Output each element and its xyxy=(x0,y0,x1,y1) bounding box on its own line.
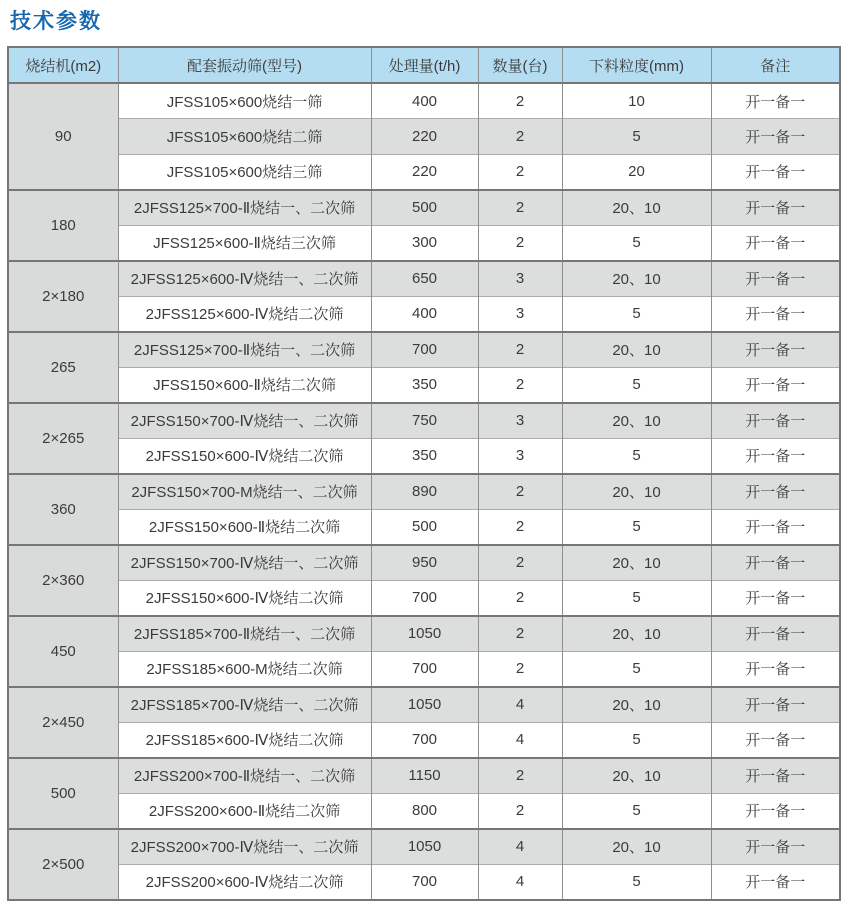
granularity-cell: 20、10 xyxy=(562,758,711,794)
table-row xyxy=(8,651,840,687)
granularity-cell: 5 xyxy=(562,864,711,900)
model-cell: 2JFSS185×700-Ⅱ烧结一、二次筛 xyxy=(118,616,371,652)
granularity-cell: 5 xyxy=(562,651,711,687)
machine-cell: 2×500 xyxy=(8,829,118,900)
quantity-cell: 2 xyxy=(478,83,562,119)
quantity-cell: 4 xyxy=(478,722,562,758)
quantity-cell: 2 xyxy=(478,225,562,261)
table-row xyxy=(8,545,840,581)
machine-cell: 180 xyxy=(8,190,118,261)
machine-cell: 2×450 xyxy=(8,687,118,758)
table-row xyxy=(8,864,840,900)
granularity-cell: 5 xyxy=(562,438,711,474)
capacity-cell: 950 xyxy=(371,545,478,581)
model-cell: 2JFSS200×600-Ⅳ烧结二次筛 xyxy=(118,864,371,900)
table-row xyxy=(8,332,840,368)
quantity-cell: 2 xyxy=(478,474,562,510)
quantity-cell: 2 xyxy=(478,580,562,616)
table-row xyxy=(8,403,840,439)
machine-cell: 265 xyxy=(8,332,118,403)
quantity-cell: 4 xyxy=(478,687,562,723)
model-cell: 2JFSS125×700-Ⅱ烧结一、二次筛 xyxy=(118,332,371,368)
capacity-cell: 750 xyxy=(371,403,478,439)
model-cell: 2JFSS185×600-M烧结二次筛 xyxy=(118,651,371,687)
granularity-cell: 20、10 xyxy=(562,474,711,510)
granularity-cell: 5 xyxy=(562,580,711,616)
remark-cell: 开一备一 xyxy=(711,509,840,545)
model-cell: 2JFSS185×600-Ⅳ烧结二次筛 xyxy=(118,722,371,758)
model-cell: 2JFSS125×700-Ⅱ烧结一、二次筛 xyxy=(118,190,371,226)
remark-cell: 开一备一 xyxy=(711,545,840,581)
quantity-cell: 2 xyxy=(478,651,562,687)
granularity-cell: 20、10 xyxy=(562,332,711,368)
capacity-cell: 220 xyxy=(371,154,478,190)
granularity-cell: 20、10 xyxy=(562,545,711,581)
remark-cell: 开一备一 xyxy=(711,403,840,439)
quantity-cell: 3 xyxy=(478,261,562,297)
technical-parameters-table xyxy=(7,46,841,901)
column-header-model: 配套振动筛(型号) xyxy=(118,47,371,83)
remark-cell: 开一备一 xyxy=(711,580,840,616)
model-cell: 2JFSS125×600-Ⅳ烧结二次筛 xyxy=(118,296,371,332)
machine-cell: 90 xyxy=(8,83,118,190)
model-cell: 2JFSS200×700-Ⅳ烧结一、二次筛 xyxy=(118,829,371,865)
model-cell: 2JFSS200×600-Ⅱ烧结二次筛 xyxy=(118,793,371,829)
granularity-cell: 20 xyxy=(562,154,711,190)
granularity-cell: 20、10 xyxy=(562,403,711,439)
remark-cell: 开一备一 xyxy=(711,367,840,403)
machine-group xyxy=(8,829,840,900)
capacity-cell: 1050 xyxy=(371,687,478,723)
table-row xyxy=(8,687,840,723)
remark-cell: 开一备一 xyxy=(711,261,840,297)
remark-cell: 开一备一 xyxy=(711,651,840,687)
remark-cell: 开一备一 xyxy=(711,190,840,226)
granularity-cell: 20、10 xyxy=(562,829,711,865)
quantity-cell: 2 xyxy=(478,616,562,652)
table-row xyxy=(8,722,840,758)
granularity-cell: 5 xyxy=(562,296,711,332)
quantity-cell: 4 xyxy=(478,864,562,900)
granularity-cell: 20、10 xyxy=(562,616,711,652)
quantity-cell: 2 xyxy=(478,154,562,190)
remark-cell: 开一备一 xyxy=(711,119,840,155)
quantity-cell: 2 xyxy=(478,758,562,794)
table-row xyxy=(8,438,840,474)
capacity-cell: 400 xyxy=(371,296,478,332)
model-cell: 2JFSS150×600-Ⅱ烧结二次筛 xyxy=(118,509,371,545)
machine-group xyxy=(8,687,840,758)
table-row xyxy=(8,616,840,652)
model-cell: JFSS150×600-Ⅱ烧结二次筛 xyxy=(118,367,371,403)
granularity-cell: 5 xyxy=(562,509,711,545)
model-cell: JFSS105×600烧结一筛 xyxy=(118,83,371,119)
model-cell: 2JFSS150×600-Ⅳ烧结二次筛 xyxy=(118,438,371,474)
quantity-cell: 2 xyxy=(478,190,562,226)
capacity-cell: 700 xyxy=(371,332,478,368)
granularity-cell: 5 xyxy=(562,722,711,758)
table-row xyxy=(8,829,840,865)
column-header-machine: 烧结机(m2) xyxy=(8,47,118,83)
quantity-cell: 2 xyxy=(478,793,562,829)
remark-cell: 开一备一 xyxy=(711,332,840,368)
model-cell: 2JFSS150×700-Ⅳ烧结一、二次筛 xyxy=(118,545,371,581)
remark-cell: 开一备一 xyxy=(711,83,840,119)
remark-cell: 开一备一 xyxy=(711,154,840,190)
machine-group xyxy=(8,474,840,545)
capacity-cell: 650 xyxy=(371,261,478,297)
machine-group xyxy=(8,332,840,403)
model-cell: 2JFSS150×700-M烧结一、二次筛 xyxy=(118,474,371,510)
machine-cell: 450 xyxy=(8,616,118,687)
quantity-cell: 2 xyxy=(478,509,562,545)
table-row xyxy=(8,261,840,297)
capacity-cell: 800 xyxy=(371,793,478,829)
capacity-cell: 1050 xyxy=(371,829,478,865)
remark-cell: 开一备一 xyxy=(711,616,840,652)
granularity-cell: 5 xyxy=(562,793,711,829)
remark-cell: 开一备一 xyxy=(711,296,840,332)
remark-cell: 开一备一 xyxy=(711,758,840,794)
quantity-cell: 3 xyxy=(478,403,562,439)
table-row xyxy=(8,580,840,616)
granularity-cell: 20、10 xyxy=(562,687,711,723)
table-row xyxy=(8,154,840,190)
machine-cell: 500 xyxy=(8,758,118,829)
quantity-cell: 2 xyxy=(478,332,562,368)
table-row xyxy=(8,190,840,226)
machine-group xyxy=(8,83,840,190)
model-cell: JFSS105×600烧结二筛 xyxy=(118,119,371,155)
quantity-cell: 2 xyxy=(478,367,562,403)
capacity-cell: 220 xyxy=(371,119,478,155)
quantity-cell: 2 xyxy=(478,119,562,155)
table-row xyxy=(8,296,840,332)
capacity-cell: 350 xyxy=(371,367,478,403)
table-row xyxy=(8,509,840,545)
granularity-cell: 5 xyxy=(562,119,711,155)
capacity-cell: 500 xyxy=(371,509,478,545)
model-cell: 2JFSS200×700-Ⅱ烧结一、二次筛 xyxy=(118,758,371,794)
model-cell: 2JFSS150×700-Ⅳ烧结一、二次筛 xyxy=(118,403,371,439)
capacity-cell: 1050 xyxy=(371,616,478,652)
column-header-granularity: 下料粒度(mm) xyxy=(562,47,711,83)
machine-group xyxy=(8,616,840,687)
machine-cell: 360 xyxy=(8,474,118,545)
machine-cell: 2×180 xyxy=(8,261,118,332)
remark-cell: 开一备一 xyxy=(711,687,840,723)
capacity-cell: 400 xyxy=(371,83,478,119)
model-cell: 2JFSS185×700-Ⅳ烧结一、二次筛 xyxy=(118,687,371,723)
remark-cell: 开一备一 xyxy=(711,225,840,261)
machine-group xyxy=(8,190,840,261)
machine-group xyxy=(8,403,840,474)
capacity-cell: 1150 xyxy=(371,758,478,794)
table-row xyxy=(8,793,840,829)
granularity-cell: 5 xyxy=(562,225,711,261)
remark-cell: 开一备一 xyxy=(711,829,840,865)
table-row xyxy=(8,83,840,119)
quantity-cell: 3 xyxy=(478,296,562,332)
table-row xyxy=(8,119,840,155)
model-cell: JFSS125×600-Ⅱ烧结三次筛 xyxy=(118,225,371,261)
granularity-cell: 10 xyxy=(562,83,711,119)
table-row xyxy=(8,474,840,510)
column-header-quantity: 数量(台) xyxy=(478,47,562,83)
capacity-cell: 350 xyxy=(371,438,478,474)
capacity-cell: 700 xyxy=(371,580,478,616)
quantity-cell: 2 xyxy=(478,545,562,581)
granularity-cell: 5 xyxy=(562,367,711,403)
machine-group xyxy=(8,758,840,829)
remark-cell: 开一备一 xyxy=(711,474,840,510)
capacity-cell: 700 xyxy=(371,651,478,687)
header-row xyxy=(8,47,840,83)
remark-cell: 开一备一 xyxy=(711,722,840,758)
model-cell: JFSS105×600烧结三筛 xyxy=(118,154,371,190)
column-header-capacity: 处理量(t/h) xyxy=(371,47,478,83)
capacity-cell: 300 xyxy=(371,225,478,261)
capacity-cell: 700 xyxy=(371,864,478,900)
capacity-cell: 890 xyxy=(371,474,478,510)
granularity-cell: 20、10 xyxy=(562,190,711,226)
table-row xyxy=(8,367,840,403)
model-cell: 2JFSS150×600-Ⅳ烧结二次筛 xyxy=(118,580,371,616)
quantity-cell: 4 xyxy=(478,829,562,865)
remark-cell: 开一备一 xyxy=(711,438,840,474)
page-title: 技术参数 xyxy=(10,10,102,33)
machine-cell: 2×265 xyxy=(8,403,118,474)
capacity-cell: 500 xyxy=(371,190,478,226)
machine-group xyxy=(8,545,840,616)
table-row xyxy=(8,758,840,794)
column-header-remark: 备注 xyxy=(711,47,840,83)
quantity-cell: 3 xyxy=(478,438,562,474)
machine-cell: 2×360 xyxy=(8,545,118,616)
remark-cell: 开一备一 xyxy=(711,864,840,900)
model-cell: 2JFSS125×600-Ⅳ烧结一、二次筛 xyxy=(118,261,371,297)
granularity-cell: 20、10 xyxy=(562,261,711,297)
machine-group xyxy=(8,261,840,332)
remark-cell: 开一备一 xyxy=(711,793,840,829)
capacity-cell: 700 xyxy=(371,722,478,758)
table-row xyxy=(8,225,840,261)
